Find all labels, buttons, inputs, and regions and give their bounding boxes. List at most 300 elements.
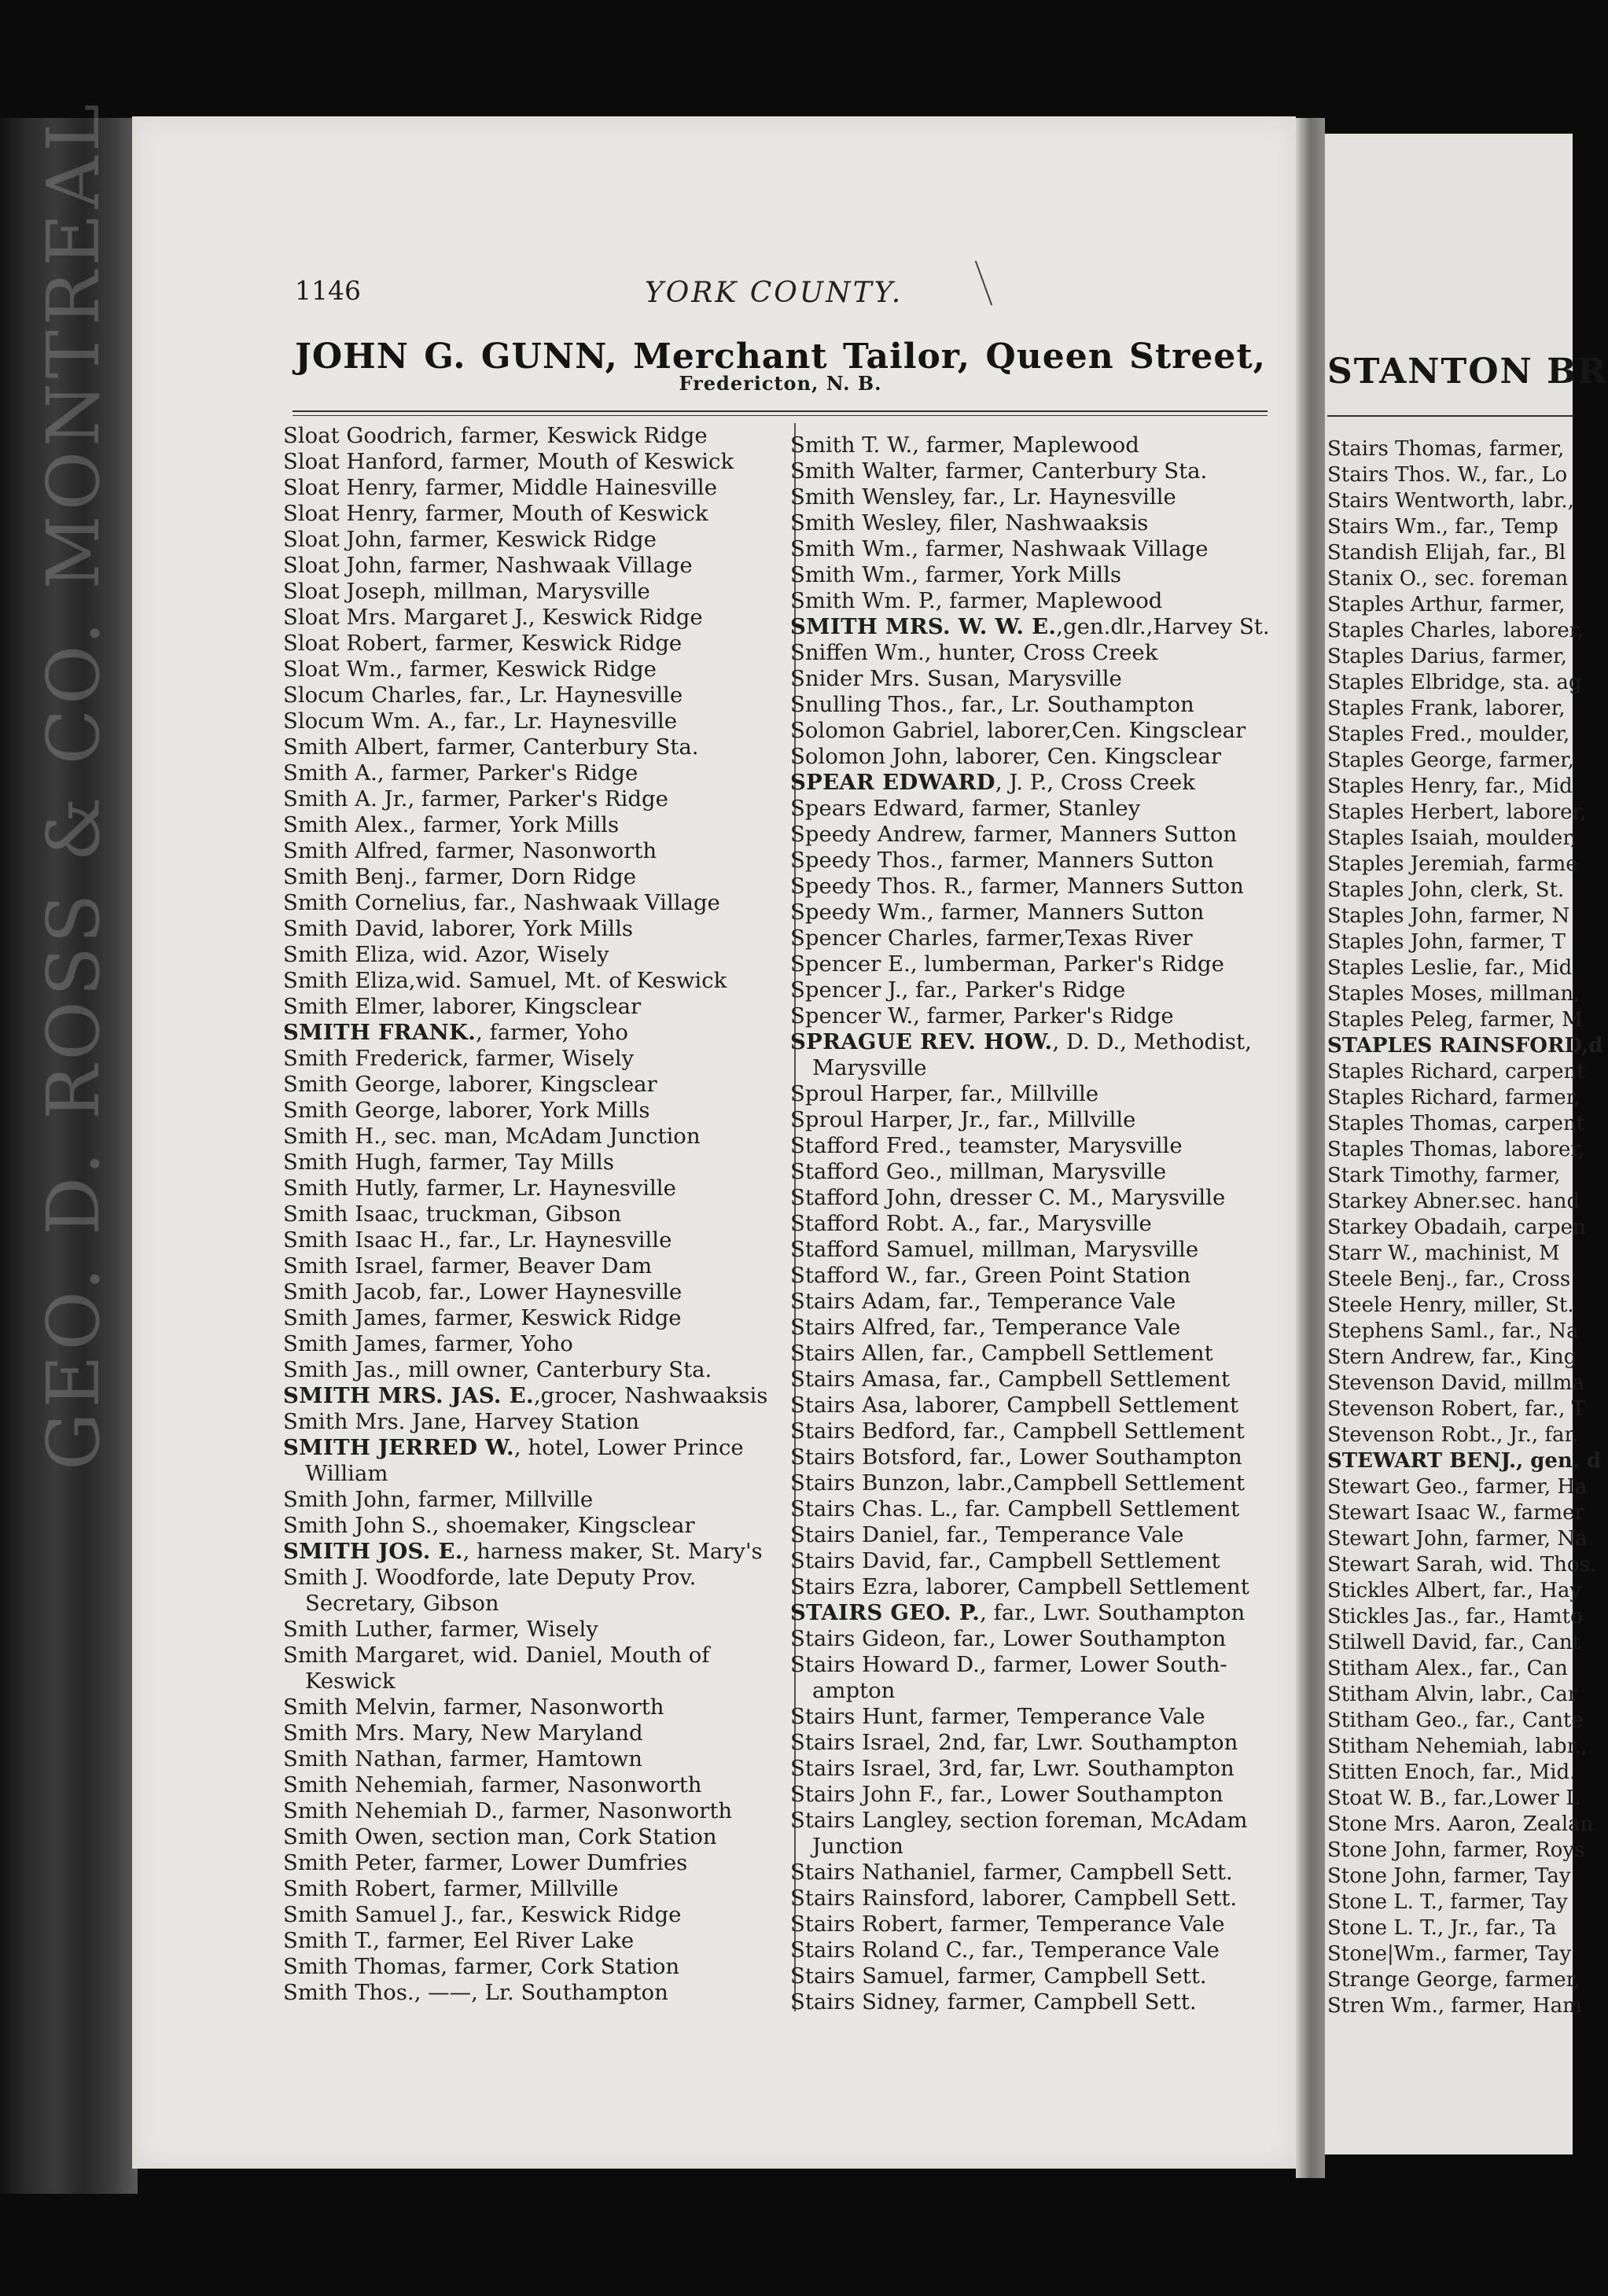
- spine-imprint: GEO. D. ROSS & CO. MONTREAL: [31, 98, 116, 1470]
- facing-entry: Strange George, farmer,: [1327, 1968, 1580, 1992]
- entry-name: Stafford John: [790, 1185, 936, 1210]
- entry-name: Smith T. W.: [790, 432, 913, 458]
- entry-details: , farmer, York Mills: [911, 562, 1122, 587]
- entry-details: , farmer, York Mills: [409, 812, 620, 837]
- entry-details: , far., Lower Southampton: [940, 1626, 1227, 1651]
- entry-details: , far., Keswick Ridge: [457, 1902, 682, 1927]
- entry-details: , far., Lwr. Southampton: [980, 1600, 1246, 1625]
- directory-entry: [283, 1020, 794, 1046]
- entry-name: Smith Eliza: [283, 942, 409, 967]
- entry-name: Smith Wm.: [790, 536, 912, 561]
- facing-entry: Stairs Thomas, farmer,: [1327, 437, 1565, 461]
- entry-details: , 2nd, far, Lwr. Southampton: [924, 1730, 1238, 1755]
- entry-details: , late Deputy Prov.: [494, 1565, 697, 1590]
- directory-entry: [790, 692, 1293, 718]
- entry-name: Sniffen Wm.: [790, 640, 925, 665]
- directory-entry: [283, 449, 794, 475]
- page-gutter: [1296, 118, 1325, 2178]
- entry-name: Smith Frederick: [283, 1046, 462, 1071]
- directory-entry: [790, 614, 1293, 640]
- directory-entry: [283, 475, 794, 501]
- directory-entry: [283, 994, 794, 1020]
- directory-entry: [790, 1289, 1293, 1315]
- entry-name: SMITH JOS. E.: [283, 1539, 463, 1564]
- directory-entry: [283, 1720, 794, 1746]
- entry-details: , far., Lr. Haynesville: [450, 708, 678, 734]
- entry-name: Spencer Charles: [790, 925, 973, 951]
- facing-entry: Stitham Alex., far., Can: [1327, 1657, 1568, 1680]
- entry-details: , farmer, Nasonworth: [422, 838, 657, 863]
- entry-details: , farmer, Tay Mills: [415, 1150, 614, 1175]
- running-head: YORK COUNTY.: [645, 277, 903, 309]
- directory-entry: [283, 1539, 794, 1565]
- directory-entry: [790, 1886, 1293, 1911]
- entry-name: Spears Edward: [790, 796, 959, 821]
- entry-name: Smith Margaret: [283, 1643, 459, 1668]
- entry-details: , far., Lower Haynesville: [415, 1279, 683, 1304]
- entry-name: Solomon Gabriel: [790, 718, 973, 743]
- entry-details: , laborer,Cen. Kingsclear: [973, 718, 1246, 743]
- ad-word: GUNN,: [480, 337, 618, 377]
- directory-entry: [283, 579, 794, 605]
- entry-name: Speedy Andrew: [790, 822, 960, 847]
- entry-details: , farmer, Campbell Sett.: [970, 1860, 1233, 1885]
- entry-details: , laborer, Kingsclear: [418, 994, 642, 1019]
- entry-details: , Keswick Ridge: [528, 605, 703, 630]
- entry-name: Smith T.: [283, 1928, 373, 1953]
- directory-entry: [283, 890, 794, 916]
- entry-name: Stairs Howard D.: [790, 1652, 980, 1677]
- facing-entry: Stewart Sarah, wid. Thos.: [1327, 1553, 1597, 1577]
- directory-entry: [283, 1098, 794, 1124]
- directory-entry: [283, 657, 794, 683]
- entry-continuation: Keswick: [305, 1669, 396, 1694]
- directory-column-right: [790, 432, 1293, 2015]
- directory-entry: [283, 501, 794, 527]
- directory-entry: [790, 588, 1293, 614]
- directory-entry: [283, 1331, 794, 1357]
- directory-entry: [790, 1444, 1293, 1470]
- directory-entry: [283, 1487, 794, 1513]
- facing-entry: Stern Andrew, far., King: [1327, 1345, 1577, 1369]
- facing-page-column: [1327, 436, 1603, 2019]
- entry-details: , farmer, Manners Sutton: [966, 874, 1244, 899]
- entry-name: SMITH FRANK.: [283, 1020, 477, 1045]
- entry-details: , far., Temperance Vale: [925, 1289, 1176, 1314]
- facing-entry: STEWART BENJ., gen. d: [1327, 1449, 1602, 1473]
- entry-name: Smith Jacob: [283, 1279, 416, 1304]
- directory-entry: [790, 1756, 1293, 1782]
- facing-entry: Steele Henry, miller, St.: [1327, 1293, 1574, 1317]
- entry-details: , farmer, Dorn Ridge: [410, 864, 637, 889]
- facing-entry: Starr W., machinist, M: [1327, 1242, 1560, 1265]
- directory-entry: [790, 1626, 1293, 1652]
- directory-entry: [790, 666, 1293, 692]
- entry-name: Solomon John: [790, 744, 942, 769]
- entry-details: , farmer, Maplewood: [912, 432, 1139, 458]
- facing-entry: Stone|Wm., farmer, Tay: [1327, 1942, 1572, 1966]
- entry-details: , laborer, York Mills: [418, 916, 633, 941]
- entry-name: Smith Robert: [283, 1876, 430, 1901]
- entry-name: Stafford Geo.: [790, 1159, 936, 1184]
- entry-name: Stairs Langley: [790, 1808, 947, 1833]
- facing-page-header: STANTON BR: [1327, 351, 1608, 392]
- facing-entry: Stewart John, farmer, Na: [1327, 1527, 1588, 1551]
- directory-entry: [283, 1694, 794, 1720]
- entry-details: , farmer, Temperance Vale: [917, 1704, 1205, 1729]
- directory-entry: [790, 1600, 1293, 1626]
- entry-name: Sloat John: [283, 527, 396, 552]
- entry-name: Stairs Rainsford: [790, 1886, 969, 1911]
- entry-details: , far., Campbell Settlement: [949, 1418, 1245, 1444]
- entry-name: Stairs Roland C.: [790, 1937, 969, 1963]
- entry-details: , hotel, Lower Prince: [513, 1435, 744, 1460]
- entry-name: Stafford Samuel: [790, 1237, 968, 1262]
- directory-entry: [283, 760, 794, 786]
- entry-details: , farmer, Parker's Ridge: [407, 786, 668, 811]
- entry-details: , Marysville: [993, 666, 1122, 691]
- entry-details: , farmer, Millville: [429, 1876, 619, 1901]
- entry-name: Smith Isaac: [283, 1201, 413, 1227]
- directory-entry: [790, 1003, 1293, 1029]
- entry-details: , wid. Azor, Wisely: [408, 942, 609, 967]
- directory-entry: [790, 1860, 1293, 1886]
- entry-details: , J. P., Cross Creek: [995, 770, 1195, 795]
- entry-details: , farmer, Parker's Ridge: [377, 760, 638, 786]
- directory-entry: [283, 631, 794, 657]
- facing-entry: Staples Thomas, laborer,: [1327, 1138, 1585, 1161]
- directory-entry: [283, 1617, 794, 1643]
- directory-entry: [790, 796, 1293, 822]
- entry-details: , farmer, Cork Station: [440, 1954, 680, 1979]
- entry-details: , millman, Marysville: [967, 1237, 1199, 1262]
- directory-entry: [790, 718, 1293, 744]
- facing-entry: Stickles Albert, far., Hay: [1327, 1579, 1582, 1602]
- directory-entry: [283, 605, 794, 631]
- facing-entry: Standish Elijah, far., Bl: [1327, 541, 1566, 565]
- facing-entry: Staples Fred., moulder,: [1327, 723, 1570, 746]
- directory-entry: [283, 423, 794, 449]
- entry-name: Smith George: [283, 1072, 436, 1097]
- entry-name: Stafford W.: [790, 1263, 912, 1288]
- facing-entry: Staples Thomas, carpent: [1327, 1112, 1585, 1135]
- entry-name: Smith Wesley: [790, 510, 936, 535]
- directory-entry: [283, 1357, 794, 1383]
- directory-entry: [283, 1565, 794, 1617]
- entry-name: Smith Walter: [790, 458, 932, 484]
- directory-entry: [283, 1176, 794, 1201]
- facing-entry: Steele Benj., far., Cross: [1327, 1268, 1571, 1291]
- directory-entry: [283, 1279, 794, 1305]
- entry-details: , farmer, Lr. Haynesville: [412, 1176, 676, 1201]
- entry-details: , filer, Nashwaaksis: [935, 510, 1149, 535]
- entry-name: Smith Wm.: [790, 562, 912, 587]
- entry-name: Stairs Robert: [790, 1911, 937, 1937]
- directory-entry: [283, 1798, 794, 1824]
- directory-entry: [283, 1383, 794, 1409]
- facing-entry: Stone L. T., Jr., far., Ta: [1327, 1916, 1557, 1940]
- entry-details: , section foreman, McAdam: [946, 1808, 1248, 1833]
- entry-name: Stairs Samuel: [790, 1963, 944, 1989]
- entry-name: Smith James: [283, 1331, 421, 1356]
- entry-name: Sloat Hanford: [283, 449, 437, 474]
- entry-details: , hunter, Cross Creek: [924, 640, 1158, 665]
- entry-details: , farmer, Mouth of Keswick: [411, 501, 708, 526]
- entry-details: , laborer, York Mills: [435, 1098, 650, 1123]
- entry-details: , section man, Cork Station: [418, 1824, 717, 1849]
- entry-name: Stairs John F.: [790, 1782, 937, 1807]
- entry-details: , labr.,Campbell Settlement: [944, 1470, 1246, 1496]
- directory-entry: [283, 683, 794, 708]
- directory-entry: [283, 1409, 794, 1435]
- directory-entry: [283, 942, 794, 968]
- entry-name: Smith Samuel J.: [283, 1902, 458, 1927]
- entry-name: Sloat Henry: [283, 475, 412, 500]
- entry-name: Smith Eliza: [283, 968, 409, 993]
- directory-entry: [790, 458, 1293, 484]
- entry-details: , far., Lr. Haynesville: [455, 683, 683, 708]
- directory-entry: [790, 1237, 1293, 1263]
- directory-entry: [283, 1643, 794, 1694]
- entry-name: Smith James: [283, 1305, 421, 1330]
- directory-entry: [790, 562, 1293, 588]
- entry-details: , farmer, Nasonworth: [429, 1694, 664, 1720]
- entry-name: Stairs Asa: [790, 1393, 902, 1418]
- entry-details: , far., Lower Southampton: [955, 1444, 1242, 1470]
- entry-name: Smith John: [283, 1487, 405, 1512]
- entry-name: Spencer J.: [790, 977, 902, 1003]
- directory-entry: [283, 968, 794, 994]
- entry-details: , farmer, Campbell Sett.: [944, 1963, 1207, 1989]
- directory-entry: [790, 874, 1293, 900]
- entry-name: Smith Owen: [283, 1824, 418, 1849]
- entry-details: , D. D., Methodist,: [1052, 1029, 1252, 1054]
- entry-name: Smith Nehemiah D.: [283, 1798, 499, 1823]
- facing-entry: Staples Isaiah, moulder,: [1327, 826, 1577, 850]
- ad-word: JOHN: [295, 337, 409, 377]
- entry-name: Speedy Thos.: [790, 848, 937, 873]
- directory-entry: [790, 640, 1293, 666]
- entry-name: SMITH JERRED W.: [283, 1435, 514, 1460]
- facing-entry: Staples Leslie, far., Mid: [1327, 956, 1573, 980]
- directory-entry: [790, 1911, 1293, 1937]
- page-number: 1146: [295, 275, 361, 306]
- directory-entry: [790, 1211, 1293, 1237]
- directory-entry: [790, 1937, 1293, 1963]
- entry-details: , 3rd, far, Lwr. Southampton: [924, 1756, 1235, 1781]
- entry-details: , harness maker, St. Mary's: [462, 1539, 763, 1564]
- entry-details: ,gen.dlr.,Harvey St.: [1056, 614, 1270, 639]
- entry-details: , millman, Marysville: [935, 1159, 1167, 1184]
- directory-entry: [283, 1954, 794, 1980]
- facing-entry: Stanix O., sec. foreman: [1327, 567, 1569, 591]
- ad-word: Merchant: [633, 337, 828, 377]
- entry-name: Stairs Bunzon: [790, 1470, 944, 1496]
- entry-details: , farmer, Nasonworth: [498, 1798, 733, 1823]
- directory-entry: [283, 1046, 794, 1072]
- facing-entry: Starkey Obadaih, carpen: [1327, 1216, 1586, 1239]
- entry-name: Stairs Ezra: [790, 1574, 913, 1599]
- entry-details: , farmer, Stanley: [958, 796, 1141, 821]
- entry-details: , far., Campbell Settlement: [934, 1367, 1231, 1392]
- entry-name: Smith Thomas: [283, 1954, 441, 1979]
- entry-details: , farmer, Keswick Ridge: [447, 423, 708, 448]
- entry-name: Smith Alex.: [283, 812, 410, 837]
- entry-details: , Harvey Station: [460, 1409, 640, 1434]
- directory-entry: [790, 848, 1293, 874]
- directory-entry: [790, 951, 1293, 977]
- facing-entry: Stevenson Robt., Jr., far.: [1327, 1423, 1579, 1447]
- directory-entry: [790, 1029, 1293, 1081]
- entry-details: , far., Temperance Vale: [933, 1522, 1184, 1547]
- entry-details: , farmer, Middle Hainesville: [411, 475, 717, 500]
- directory-entry: [790, 1730, 1293, 1756]
- directory-entry: [790, 1263, 1293, 1289]
- facing-entry: Staples John, farmer, N: [1327, 904, 1570, 928]
- directory-entry: [790, 1367, 1293, 1393]
- facing-entry: Stone L. T., farmer, Tay: [1327, 1890, 1568, 1914]
- entry-name: Stairs Botsford: [790, 1444, 956, 1470]
- directory-entry: [790, 536, 1293, 562]
- entry-details: , farmer, Mouth of Keswick: [436, 449, 734, 474]
- entry-name: Smith A.: [283, 760, 377, 786]
- facing-entry: Stevenson Robert, far., T: [1327, 1397, 1585, 1421]
- entry-name: Snider Mrs. Susan: [790, 666, 994, 691]
- facing-entry: Stephens Saml., far., Na: [1327, 1319, 1579, 1343]
- entry-details: ,grocer, Nashwaaksis: [533, 1383, 768, 1408]
- directory-entry: [790, 1704, 1293, 1730]
- book-binding: [0, 98, 138, 2194]
- entry-continuation: Junction: [812, 1834, 903, 1859]
- directory-entry: [283, 1850, 794, 1876]
- directory-column-left: [283, 423, 794, 2006]
- entry-details: , far., Lr. Haynesville: [444, 1227, 672, 1253]
- entry-name: Stairs Nathaniel: [790, 1860, 970, 1885]
- directory-entry: [283, 1772, 794, 1798]
- facing-entry: Stickles Jas., far., Hamto: [1327, 1605, 1583, 1628]
- entry-name: Smith J. Woodforde: [283, 1565, 495, 1590]
- entry-details: , farmer, Manners Sutton: [936, 848, 1214, 873]
- advertisement-location: Fredericton, N. B.: [679, 372, 882, 395]
- facing-entry: Staples Arthur, farmer,: [1327, 593, 1566, 616]
- directory-entry: [283, 864, 794, 890]
- entry-details: , shoemaker, Kingsclear: [432, 1513, 695, 1538]
- entry-continuation: William: [305, 1461, 388, 1486]
- entry-details: , lumberman, Parker's Ridge: [910, 951, 1224, 977]
- entry-details: , ——, Lr. Southampton: [414, 1980, 668, 2005]
- entry-details: ,wid. Samuel, Mt. of Keswick: [408, 968, 727, 993]
- directory-entry: [283, 1150, 794, 1176]
- directory-entry: [283, 812, 794, 838]
- facing-entry: Staples Darius, farmer,: [1327, 645, 1567, 668]
- directory-entry: [283, 916, 794, 942]
- entry-details: , New Maryland: [466, 1720, 643, 1746]
- facing-entry: Starkey Abner.sec. hand: [1327, 1190, 1580, 1213]
- entry-name: Stairs Sidney: [790, 1989, 934, 2015]
- directory-entry: [790, 1107, 1293, 1133]
- directory-entry: [790, 744, 1293, 770]
- directory-entry: [283, 1253, 794, 1279]
- entry-name: Stairs Adam: [790, 1289, 925, 1314]
- entry-name: Sproul Harper: [790, 1107, 947, 1132]
- directory-entry: [283, 1201, 794, 1227]
- facing-entry: Stren Wm., farmer, Ham: [1327, 1994, 1582, 2018]
- entry-name: Stairs Israel: [790, 1756, 925, 1781]
- entry-details: , Jr., far., Millville: [946, 1107, 1136, 1132]
- entry-continuation: ampton: [812, 1678, 896, 1703]
- facing-entry: Stairs Wentworth, labr.,: [1327, 489, 1574, 513]
- entry-continuation: Secretary, Gibson: [305, 1591, 499, 1616]
- entry-details: , farmer, Yoho: [421, 1331, 573, 1356]
- entry-name: Smith Thos.: [283, 1980, 414, 2005]
- entry-details: , farmer, Campbell Sett.: [933, 1989, 1197, 2015]
- entry-details: , farmer, Keswick Ridge: [396, 527, 657, 552]
- entry-name: Sloat Robert: [283, 631, 421, 656]
- entry-name: Snulling Thos.: [790, 692, 948, 717]
- entry-details: , farmer, Lower South-: [979, 1652, 1227, 1677]
- ad-word: Street,: [1129, 337, 1266, 377]
- entry-name: Smith Luther: [283, 1617, 427, 1642]
- entry-details: , laborer, Cen. Kingsclear: [941, 744, 1221, 769]
- directory-entry: [283, 1980, 794, 2006]
- facing-entry: Stitham Nehemiah, labr.,: [1327, 1735, 1588, 1758]
- entry-details: , far., Nashwaak Village: [460, 890, 720, 915]
- entry-name: Sloat John: [283, 553, 396, 578]
- entry-name: Smith H.: [283, 1124, 381, 1149]
- directory-entry: [790, 822, 1293, 848]
- directory-entry: [790, 432, 1293, 458]
- entry-details: , millman, Marysville: [419, 579, 650, 604]
- entry-details: , far., Campbell Settlement: [918, 1341, 1213, 1366]
- entry-name: Stairs Allen: [790, 1341, 918, 1366]
- entry-details: , farmer, Keswick Ridge: [396, 657, 657, 682]
- entry-details: , far. Campbell Settlement: [951, 1496, 1240, 1521]
- entry-name: SMITH MRS. W. W. E.: [790, 614, 1057, 639]
- entry-name: Speedy Wm.: [790, 900, 927, 925]
- directory-entry: [790, 1652, 1293, 1704]
- entry-details: , farmer, Wisely: [426, 1617, 598, 1642]
- directory-entry: [790, 1522, 1293, 1548]
- entry-details: , far., Marysville: [973, 1211, 1152, 1236]
- header-rule: [293, 410, 1268, 412]
- entry-name: SPRAGUE REV. HOW.: [790, 1029, 1053, 1054]
- directory-entry: [790, 484, 1293, 510]
- entry-details: , farmer, Canterbury Sta.: [931, 458, 1208, 484]
- entry-name: Smith Jas.: [283, 1357, 395, 1382]
- entry-name: Stairs Alfred: [790, 1315, 929, 1340]
- facing-entry: Staples John, clerk, St.: [1327, 878, 1565, 902]
- entry-name: Smith Benj.: [283, 864, 411, 889]
- facing-entry: Staples Jeremiah, farme: [1327, 852, 1578, 876]
- facing-entry: Stone Mrs. Aaron, Zealan: [1327, 1812, 1594, 1836]
- facing-entry: Staples Richard, farmer,: [1327, 1086, 1580, 1109]
- directory-entry: [790, 1470, 1293, 1496]
- entry-details: , farmer, Millville: [404, 1487, 594, 1512]
- entry-details: , farmer, Keswick Ridge: [421, 631, 683, 656]
- page-header: [295, 275, 1286, 322]
- entry-name: Slocum Charles: [283, 683, 456, 708]
- facing-entry: Staples Peleg, farmer, M: [1327, 1008, 1583, 1032]
- directory-entry: [283, 1824, 794, 1850]
- entry-name: Smith Peter: [283, 1850, 411, 1875]
- facing-entry: Staples George, farmer,: [1327, 749, 1574, 772]
- directory-entry: [790, 1081, 1293, 1107]
- entry-name: Smith Wm. P.: [790, 588, 936, 613]
- entry-name: Sloat Joseph: [283, 579, 420, 604]
- entry-name: Smith Alfred: [283, 838, 423, 863]
- facing-entry: Staples Charles, laborer,: [1327, 619, 1584, 642]
- entry-details: , farmer, Hamtown: [436, 1746, 643, 1772]
